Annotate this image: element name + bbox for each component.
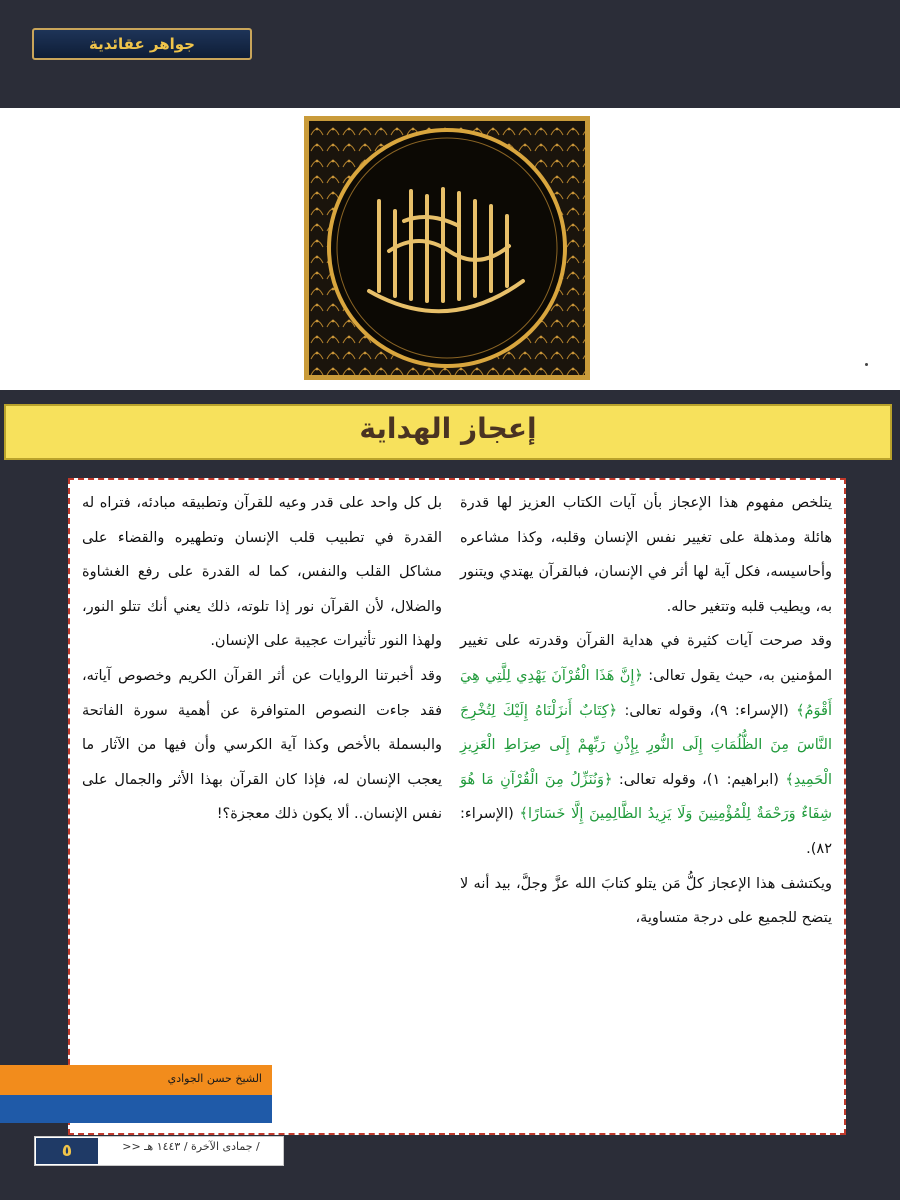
calligraphy-emblem <box>304 116 590 380</box>
author-name: الشيخ حسن الجوادي <box>167 1072 262 1085</box>
text-run: (ابراهيم: ١)، وقوله تعالى: <box>612 771 786 788</box>
quran-verse: ﴿كِتَابٌ أَنزَلْنَاهُ إِلَيْكَ لِتُخْرِجَ النَّاسَ مِنَ الظُّلُمَاتِ إِلَى النُّورِ بِإِذْنِ رَبِّهِمْ إِلَى صِرَاطِ الْعَزِيزِ الْحَمِيدِ﴾ <box>460 702 832 788</box>
article-title-bar <box>4 404 892 460</box>
paragraph <box>460 624 832 866</box>
text-run: (الإسراء: ٨٢). <box>460 806 832 857</box>
quran-verse: ﴿إِنَّ هَذَا الْقُرْآنَ يَهْدِي لِلَّتِي هِيَ أَقْوَمُ﴾ <box>460 667 832 719</box>
quran-verse: ﴿وَنُنَزِّلُ مِنَ الْقُرْآنِ مَا هُوَ شِفَاءٌ وَرَحْمَةٌ لِلْمُؤْمِنِينَ وَلَا يَزِيدُ الظَّالِمِينَ إِلَّا خَسَارًا﴾ <box>460 771 833 823</box>
calligraphy-artwork <box>309 121 585 375</box>
text-run: (الإسراء: ٩)، وقوله تعالى: <box>617 702 797 719</box>
issue-date: / جمادى الآخرة / ١٤٤٣ هـ << <box>122 1140 260 1153</box>
page-number: ٥ <box>36 1138 98 1164</box>
text-run: وقد صرحت آيات كثيرة في هداية القرآن وقدرته على تغيير المؤمنين به، حيث يقول تعالى: <box>460 633 832 684</box>
section-tag: جواهر عقائدية <box>32 28 252 60</box>
article-column-right <box>460 486 832 936</box>
article-title: إعجاز الهداية <box>359 412 537 445</box>
calligraphy-emblem-inner <box>309 121 585 375</box>
paragraph: وقد أخبرتنا الروايات عن أثر القرآن الكريم وخصوص آياته، فقد جاءت النصوص المتوافرة عن أهمية سورة الفاتحة والبسملة بالأخص وكذا آية الكرسي وأن فيها من الآثار ما يعجب الإنسان له، فإذا كان القرآن بهذا الأثر والجمال على نفس الإنسان.. ألا يكون ذلك معجزة؟! <box>82 667 442 823</box>
article-frame <box>68 478 846 1135</box>
paragraph: ويكتشف هذا الإعجاز كلُّ مَن يتلو كتابَ الله عزَّ وجلَّ، بيد أنه لا يتضح للجميع على درجة متساوية، <box>460 875 832 927</box>
paragraph: يتلخص مفهوم هذا الإعجاز بأن آيات الكتاب العزيز لها قدرة هائلة ومذهلة على تغيير نفس الإنسان وقلبه، وكذا مشاعره وأحاسيسه، فكل آية لها أثر في الإنسان، فبالقرآن يهتدي ويتنور به، ويطيب قلبه وتتغير حاله. <box>460 495 832 615</box>
article-column-left <box>82 486 442 832</box>
decorative-dot <box>865 363 868 366</box>
paragraph: بل كل واحد على قدر وعيه للقرآن وتطبيقه مبادئه، فتراه له القدرة في تطبيب قلب الإنسان وتطهيره والقضاء على مشاكل القلب والنفس، كما له القدرة على رفع الغشاوة والضلال، لأن القرآن نور إذا تلوته، ذلك يعني أنك تتلو النور، ولهذا النور تأثيرات عجيبة على الإنسان. <box>82 495 442 650</box>
